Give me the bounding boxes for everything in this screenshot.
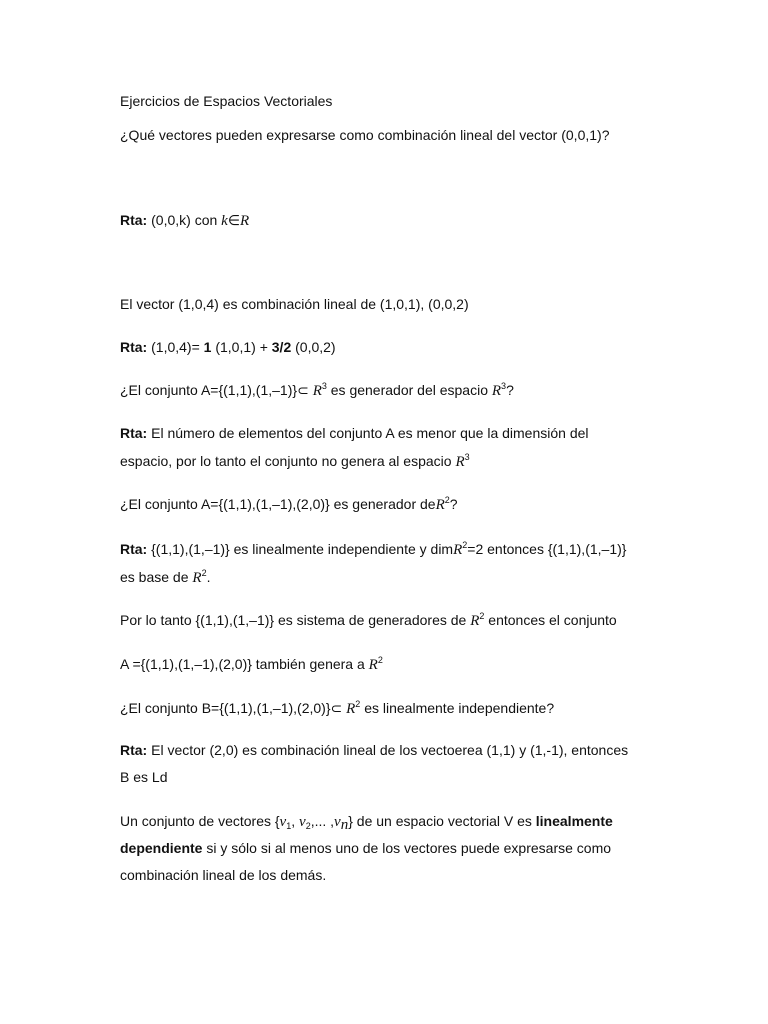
answer-3-line-2: espacio, por lo tanto el conjunto no genera al espacio $R^3$ (120, 452, 470, 470)
rta-label: Rta: (120, 425, 148, 441)
definition-line-3: combinación lineal de los demás. (120, 867, 327, 883)
answer-3-line-1: Rta: El número de elementos del conjunto A es menor que la dimensión del (120, 425, 589, 441)
answer-4-line-1: Rta: {(1,1),(1,–1)} es linealmente independiente y dimR$^2$=2 entonces {(1,1),(1,–1)} (120, 540, 627, 558)
definition-line-2: dependiente si y sólo si al menos uno de los vectores puede expresarse como (120, 840, 612, 856)
paragraph-5: Por lo tanto {(1,1),(1,–1)} es sistema de generadores de $R^2$ entonces el conjunto (120, 611, 617, 629)
rta-label: Rta: (120, 742, 148, 758)
question-3: ¿El conjunto A={(1,1),(1,–1)}⊂ $R^3$ es generador del espacio $R^3$? (120, 381, 514, 399)
answer-7-line-2: B es Ld (120, 769, 168, 785)
paragraph-6: A ={(1,1),(1,–1),(2,0)} también genera a $R^2$ (120, 655, 383, 673)
answer-1: Rta: (0,0,k) con k∈R (120, 212, 250, 229)
question-1: ¿Qué vectores pueden expresarse como combinación lineal del vector (0,0,1)? (120, 127, 610, 143)
statement-2: El vector (1,0,4) es combinación lineal de (1,0,1), (0,0,2) (120, 296, 469, 312)
rta-label: Rta: (120, 339, 148, 355)
question-4: ¿El conjunto A={(1,1),(1,–1),(2,0)} es generador deR$^2$? (120, 495, 458, 513)
rta-label: Rta: (120, 541, 148, 557)
document-title: Ejercicios de Espacios Vectoriales (120, 93, 333, 109)
answer-4-line-2: es base de $R^2$. (120, 568, 211, 586)
question-7: ¿El conjunto B={(1,1),(1,–1),(2,0)}⊂ $R^2$ es linealmente independiente? (120, 699, 555, 717)
answer-2: Rta: (1,0,4)= 1 (1,0,1) + 3/2 (0,0,2) (120, 339, 336, 355)
definition-line-1: Un conjunto de vectores {$v_1$, $v_2$,... $,v_n$} de un espacio vectorial V es linealmente (120, 813, 613, 833)
answer-7-line-1: Rta: El vector (2,0) es combinación lineal de los vectoerea (1,1) y (1,-1), entonces (120, 742, 629, 758)
rta-label: Rta: (120, 212, 148, 228)
